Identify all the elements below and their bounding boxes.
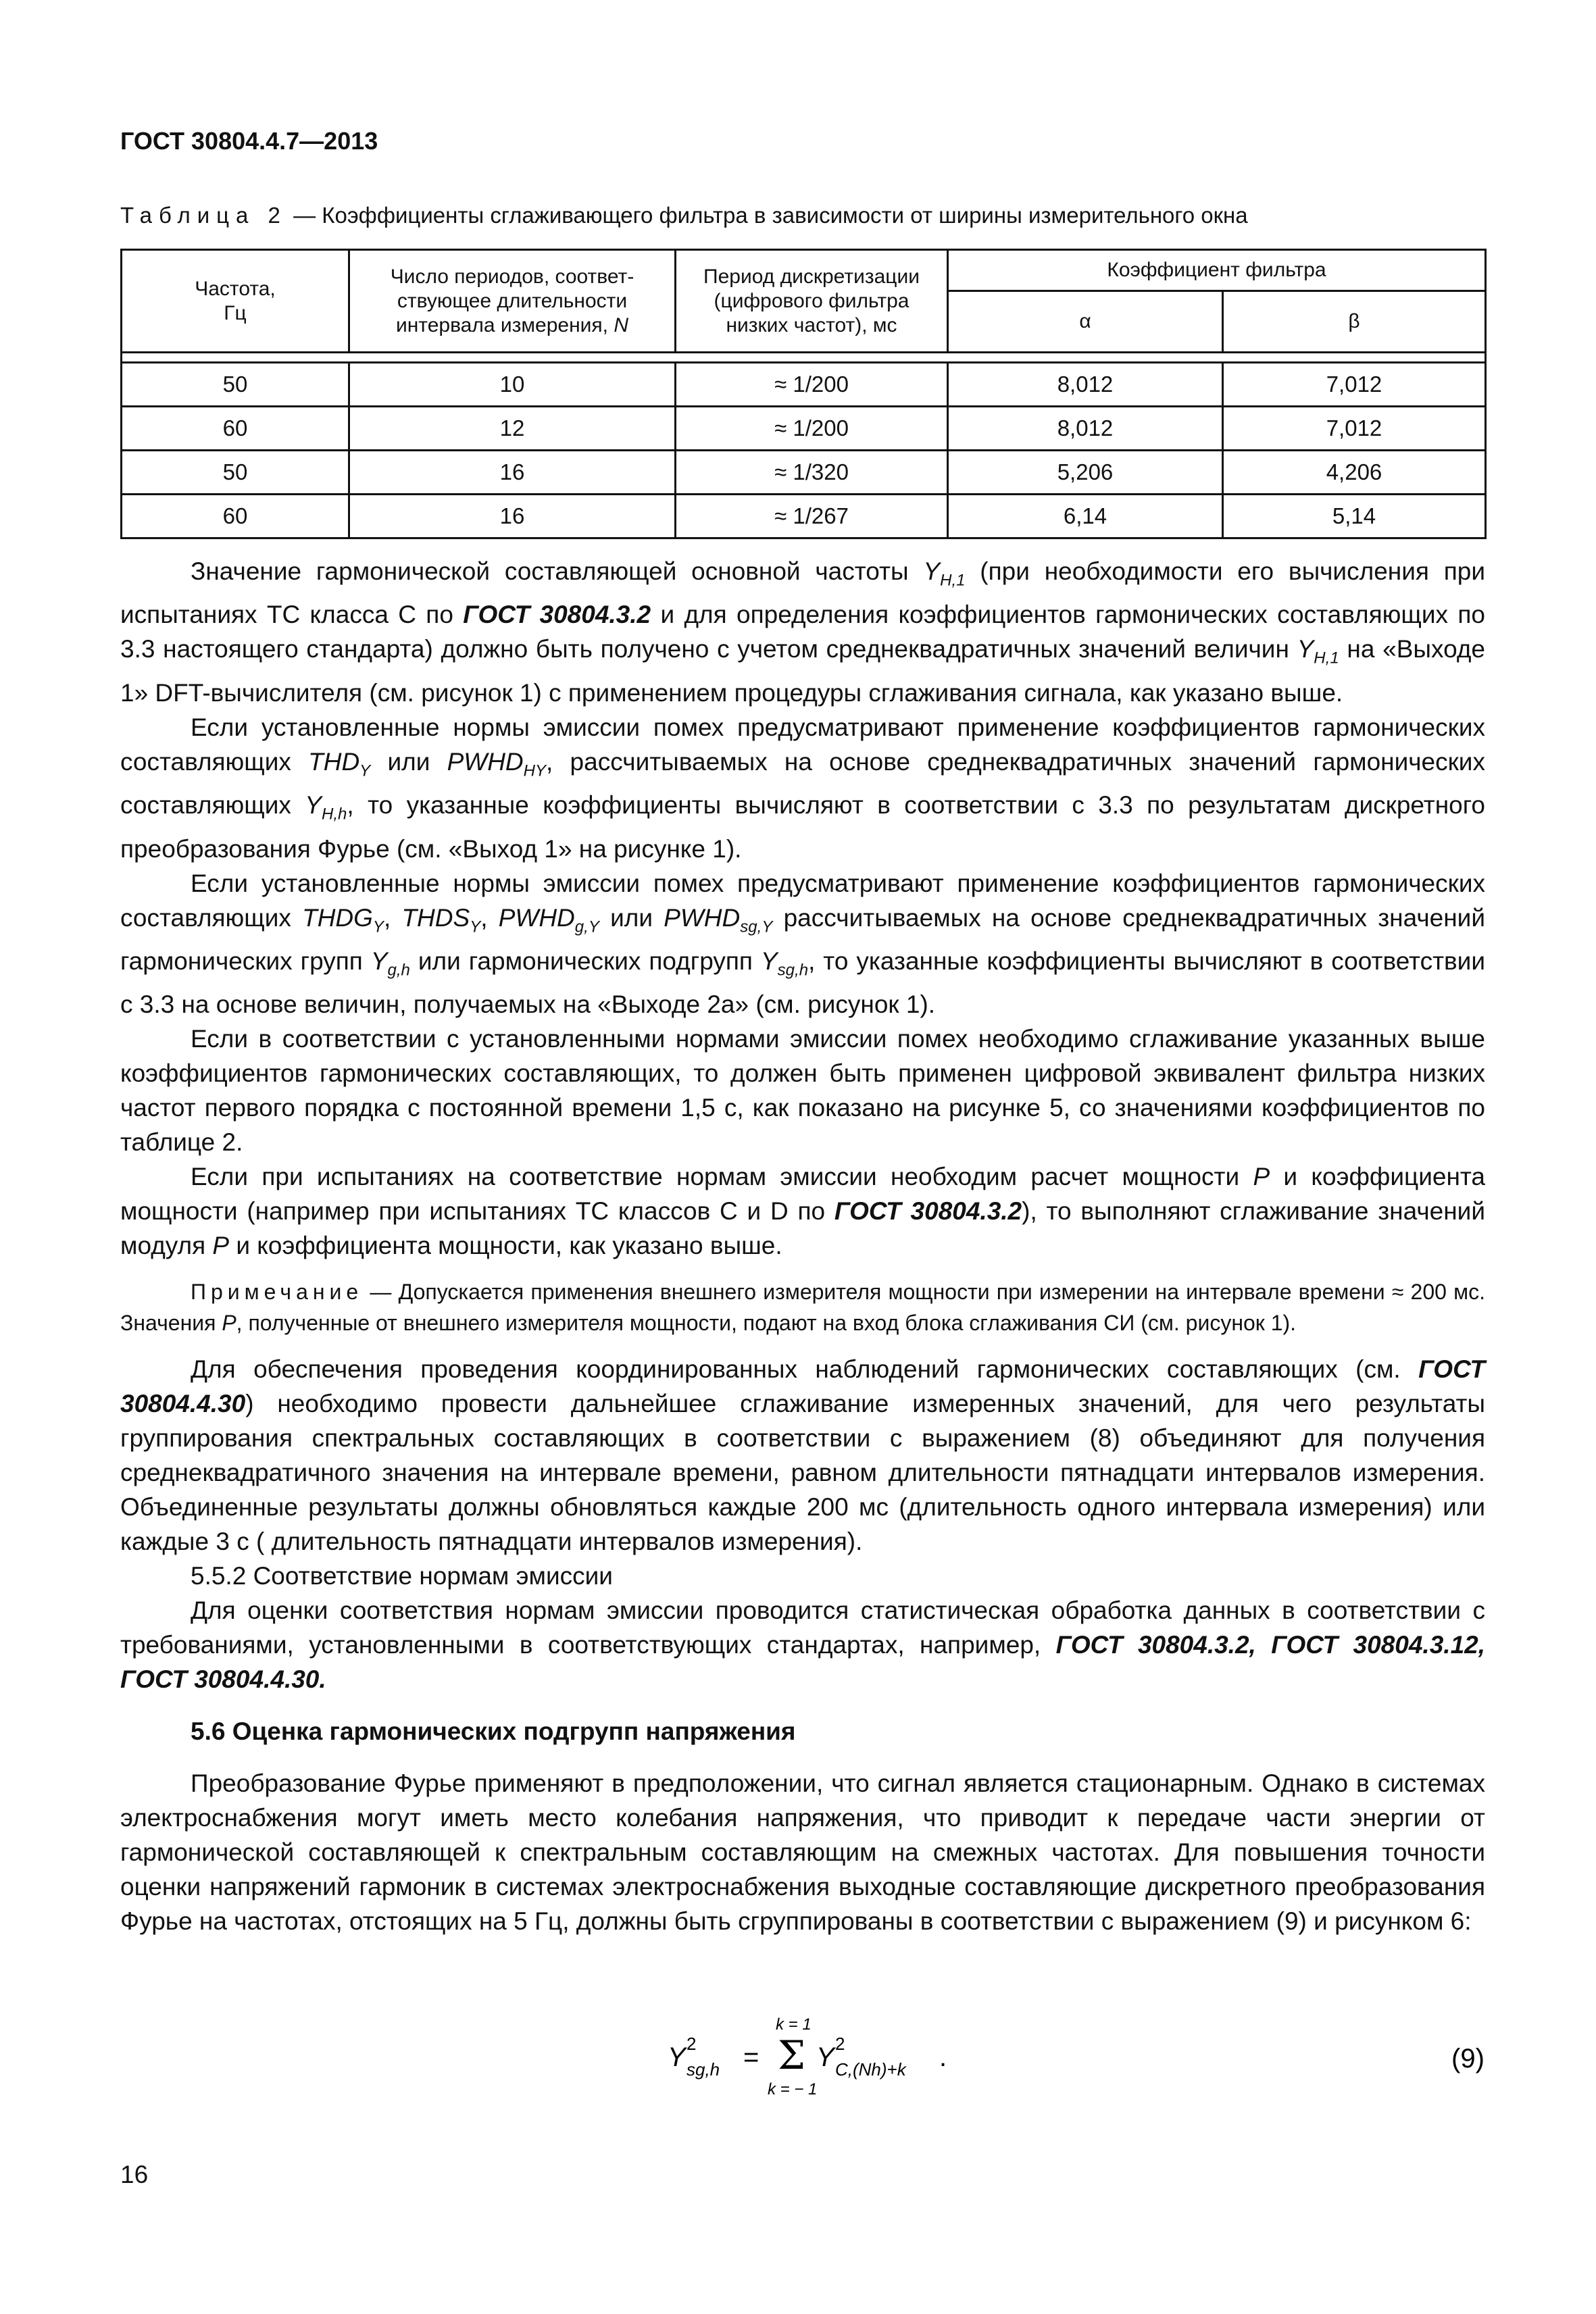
cell-beta: 5,14 bbox=[1223, 495, 1486, 538]
formula-lower-limit: k = − 1 bbox=[768, 2080, 818, 2098]
formula-sigma: Σ bbox=[778, 2032, 806, 2078]
formula-9 bbox=[120, 1993, 1487, 2101]
page-number: 16 bbox=[120, 2161, 149, 2188]
cell-beta: 7,012 bbox=[1223, 407, 1486, 451]
paragraph-power-smoothing: Если при испытаниях на соответствие нормам эмиссии необходим расчет мощности P и коэффициента мощности (например при испытаниях ТС классов С и D по ГОСТ 30804.3.2), то выполняют сглаживание значений модуля P и коэффициента мощности, как указано выше. bbox=[120, 1163, 1485, 1260]
reference-gost-30804-3-2: ГОСТ 30804.3.2 bbox=[834, 1197, 1022, 1226]
reference-gost-30804-4-30: ГОСТ 30804.4.30 bbox=[120, 1355, 1485, 1418]
table-row bbox=[122, 363, 1486, 407]
cell-alpha: 6,14 bbox=[948, 495, 1223, 538]
formula-dot: . bbox=[939, 2042, 947, 2072]
formula-lhs-sub: sg,h bbox=[687, 2059, 720, 2080]
header-periods-n: N bbox=[614, 313, 629, 336]
header-alpha: α bbox=[948, 291, 1223, 353]
header-sampling-line3: низких частот), мс bbox=[726, 313, 897, 336]
cell-sampling: ≈ 1/320 bbox=[676, 451, 948, 495]
paragraph-group-coefficients: Если установленные нормы эмиссии помех предусматривают применение коэффициентов гармонических составляющих $THDG_Y$, $THDS_Y$, $PWHD_{g,Y}$ или $PWHD_{sg,Y}$ рассчитываемых на основе среднеквадратичных значений гармонических групп $Y_{g,h}$ или гармонических подгрупп $Y_{sg,h}$, то указанные коэффициенты вычисляют в соответствии с 3.3 на основе величин, получаемых на «Выходе 2а» (см. рисунок 1). bbox=[120, 869, 1486, 1019]
paragraph-coordinated-observations: Для обеспечения проведения координированных наблюдений гармонических составляющих (см. ГОСТ 30804.4.30) необходимо провести дальнейшее сглаживание измеренных значений, для чего результаты группирования спектральных составляющих в соответствии с выражением (8) объединяют для получения среднеквадратичного значения на интервале времени, равном длительности пятнадцати интервалов измерения. Объединенные результаты должны обновляться каждые 200 мс (длительность одного интервала измерения) или каждые 3 с ( длительность пятнадцати интервалов измерения). bbox=[120, 1355, 1485, 1556]
header-periods-line3-text: интервала измерения, bbox=[395, 313, 608, 336]
header-sampling bbox=[676, 250, 948, 353]
note-label: Примечание bbox=[191, 1280, 364, 1305]
coefficient-table bbox=[120, 249, 1487, 539]
cell-alpha: 5,206 bbox=[948, 451, 1223, 495]
cell-frequency: 50 bbox=[122, 451, 349, 495]
header-frequency bbox=[122, 250, 349, 353]
cell-sampling: ≈ 1/200 bbox=[676, 363, 948, 407]
section-5-6-heading: 5.6 Оценка гармонических подгрупп напряжения bbox=[191, 1717, 796, 1746]
cell-alpha: 8,012 bbox=[948, 407, 1223, 451]
header-beta: β bbox=[1223, 291, 1486, 353]
cell-periods: 12 bbox=[349, 407, 676, 451]
header-periods bbox=[349, 250, 676, 353]
paragraph-thd-coefficients: Если установленные нормы эмиссии помех предусматривают применение коэффициентов гармонических составляющих $THD_Y$ или $PWHD_{HY}$, рассчитываемых на основе среднеквадратичных значений гармонических составляющих $Y_{H,h}$, то указанные коэффициенты вычисляют в соответствии с 3.3 по результатам дискретного преобразования Фурье (см. «Выход 1» на рисунке 1). bbox=[120, 713, 1485, 863]
header-frequency-line2: Гц bbox=[224, 301, 247, 324]
header-sampling-line1: Период дискретизации bbox=[703, 265, 920, 288]
formula-equals: = bbox=[743, 2042, 759, 2072]
cell-periods: 10 bbox=[349, 363, 676, 407]
header-frequency-line1: Частота, bbox=[195, 277, 276, 300]
formula-rhs-y: Y bbox=[816, 2042, 834, 2072]
header-periods-line2: ствующее длительности bbox=[397, 289, 628, 312]
subsection-5-5-2: 5.5.2 Соответствие нормам эмиссии bbox=[191, 1562, 613, 1590]
body-text bbox=[120, 554, 1485, 1938]
cell-periods: 16 bbox=[349, 495, 676, 538]
header-periods-line1: Число периодов, соответ- bbox=[390, 265, 634, 288]
formula-lhs-sup: 2 bbox=[687, 2034, 697, 2054]
note: Примечание — Допускается применения внешнего измерителя мощности при измерении на интервале времени ≈ 200 мс. Значения P, полученные от внешнего измерителя мощности, подают на вход блока сглаживания СИ (см. рисунок 1). bbox=[120, 1280, 1485, 1336]
table-row bbox=[122, 451, 1486, 495]
table-row bbox=[122, 407, 1486, 451]
cell-alpha: 8,012 bbox=[948, 363, 1223, 407]
paragraph-smoothing-filter: Если в соответствии с установленными нормами эмиссии помех необходимо сглаживание указанных выше коэффициентов гармонических составляющих, то должен быть применен цифровой эквивалент фильтра низких частот первого порядка с постоянной времени 1,5 с, как показано на рисунке 5, со значениями коэффициентов по таблице 2. bbox=[120, 1025, 1485, 1157]
standard-header: ГОСТ 30804.4.7—2013 bbox=[120, 127, 378, 155]
table-caption-label: Таблица 2 bbox=[120, 203, 287, 228]
header-sampling-line2: (цифрового фильтра bbox=[714, 289, 909, 312]
cell-beta: 7,012 bbox=[1223, 363, 1486, 407]
cell-sampling: ≈ 1/200 bbox=[676, 407, 948, 451]
table-caption-text: — Коэффициенты сглаживающего фильтра в зависимости от ширины измерительного окна bbox=[293, 203, 1248, 228]
paragraph-fourier-grouping: Преобразование Фурье применяют в предположении, что сигнал является стационарным. Однако в системах электроснабжения могут иметь место колебания напряжения, что приводит к передаче части энергии от гармонической составляющей к спектральным составляющим на смежных частотах. Для повышения точности оценки напряжений гармоник в системах электроснабжения выходные составляющие дискретного преобразования Фурье на частотах, отстоящих на 5 Гц, должны быть сгруппированы в соответствии с выражением (9) и рисунком 6: bbox=[120, 1769, 1485, 1936]
header-separator bbox=[122, 353, 1486, 363]
formula-upper-limit: k = 1 bbox=[776, 2015, 812, 2034]
cell-frequency: 60 bbox=[122, 495, 349, 538]
reference-gost-30804-3-2: ГОСТ 30804.3.2 bbox=[463, 601, 651, 629]
cell-frequency: 60 bbox=[122, 407, 349, 451]
reference-gost-list: ГОСТ 30804.3.2, ГОСТ 30804.3.12, ГОСТ 30804.4.30. bbox=[120, 1631, 1486, 1694]
cell-frequency: 50 bbox=[122, 363, 349, 407]
header-coefficient: Коэффициент фильтра bbox=[948, 250, 1486, 291]
formula-rhs-sub: C,(Nh)+k bbox=[835, 2059, 906, 2080]
formula-number: (9) bbox=[1451, 2044, 1485, 2073]
cell-beta: 4,206 bbox=[1223, 451, 1486, 495]
cell-periods: 16 bbox=[349, 451, 676, 495]
table-caption bbox=[120, 203, 1248, 228]
formula-lhs-y: Y bbox=[668, 2042, 686, 2072]
table-row bbox=[122, 495, 1486, 538]
cell-sampling: ≈ 1/267 bbox=[676, 495, 948, 538]
header-periods-line3 bbox=[350, 313, 674, 338]
paragraph-emission-compliance: Для оценки соответствия нормам эмиссии проводится статистическая обработка данных в соответствии с требованиями, установленными в соответствующих стандартах, например, ГОСТ 30804.3.2, ГОСТ 30804.3.12, ГОСТ 30804.4.30. bbox=[120, 1596, 1486, 1694]
paragraph-harmonic-fundamental: Значение гармонической составляющей основной частоты $Y_{H,1}$ (при необходимости его вычисления при испытаниях ТС класса С по ГОСТ 30804.3.2 и для определения коэффициентов гармонических составляющих по 3.3 настоящего стандарта) должно быть получено с учетом среднеквадратичных значений величин $Y_{H,1}$ на «Выходе 1» DFT-вычислителя (см. рисунок 1) с применением процедуры сглаживания сигнала, как указано выше. bbox=[120, 557, 1485, 707]
formula-rhs-sup: 2 bbox=[835, 2034, 845, 2054]
